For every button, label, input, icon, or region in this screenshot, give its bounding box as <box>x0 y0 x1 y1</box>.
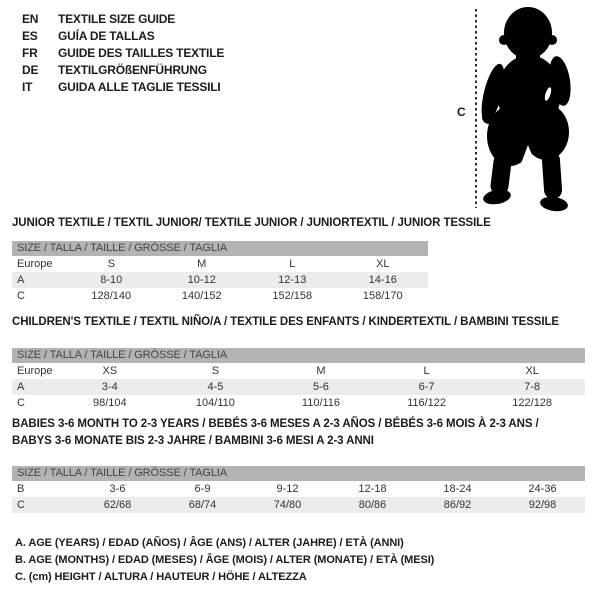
table-cell: M <box>316 365 326 377</box>
row-label: A <box>17 381 25 393</box>
table-cell: 4-5 <box>207 381 224 393</box>
table-cell: S <box>107 258 115 270</box>
table-cell: 18-24 <box>443 483 472 495</box>
size-header-bar: SIZE / TALLA / TAILLE / GRÖSSE / TAGLIA <box>12 348 585 363</box>
row-label: C <box>17 290 25 302</box>
legend-note: B. AGE (MONTHS) / EDAD (MESES) / ÂGE (MOIS) / ALTER (MONATE) / ETÀ (MESI) <box>15 554 435 566</box>
language-title-list <box>22 11 224 96</box>
size-table-section <box>12 416 585 513</box>
row-label: Europe <box>17 365 53 377</box>
row-label: B <box>17 483 25 495</box>
table-cell: L <box>423 365 430 377</box>
legend-note: A. AGE (YEARS) / EDAD (AÑOS) / ÂGE (ANS) / ALTER (JAHRE) / ETÀ (ANNI) <box>15 537 404 549</box>
language-title: GUIDA ALLE TAGLIE TESSILI <box>58 80 221 94</box>
table-cell: 12-13 <box>278 274 307 286</box>
baby-silhouette-icon <box>480 5 600 215</box>
row-label: C <box>17 397 25 409</box>
table-cell: 6-7 <box>418 381 435 393</box>
table-cell: 8-10 <box>100 274 123 286</box>
table-cell: 62/68 <box>103 499 132 511</box>
language-code: ES <box>22 29 38 43</box>
table-row <box>12 272 428 288</box>
legend-notes <box>15 535 434 586</box>
table-cell: 122/128 <box>512 397 553 409</box>
table-cell: S <box>211 365 220 377</box>
size-table-section <box>12 314 585 411</box>
table-cell: 9-12 <box>276 483 299 495</box>
table-cell: M <box>197 258 207 270</box>
baby-figure <box>452 5 600 213</box>
table-cell: 128/140 <box>91 290 132 302</box>
table-cell: 92/98 <box>528 499 557 511</box>
size-header-bar: SIZE / TALLA / TAILLE / GRÖSSE / TAGLIA <box>12 466 585 481</box>
table-cell: 110/116 <box>301 397 341 409</box>
table-cell: 86/92 <box>443 499 472 511</box>
table-cell: 104/110 <box>195 397 235 409</box>
legend-note: C. (cm) HEIGHT / ALTURA / HAUTEUR / HÖHE / ALTEZZA <box>15 571 307 583</box>
language-title: GUIDE DES TAILLES TEXTILE <box>58 46 225 60</box>
table-cell: 158/170 <box>362 290 403 302</box>
language-row <box>22 79 224 96</box>
size-table <box>12 241 428 304</box>
table-cell: 7-8 <box>524 381 541 393</box>
section-title: JUNIOR TEXTILE / TEXTIL JUNIOR/ TEXTILE JUNIOR / JUNIORTEXTIL / JUNIOR TESSILE <box>12 217 491 229</box>
table-cell: 12-18 <box>358 483 387 495</box>
table-cell: 98/104 <box>92 397 127 409</box>
table-cell: 3-6 <box>109 483 126 495</box>
section-title: CHILDREN'S TEXTILE / TEXTIL NIÑO/A / TEXTILE DES ENFANTS / KINDERTEXTIL / BAMBINI TESSILE <box>12 316 559 328</box>
table-row <box>12 363 585 379</box>
height-measure-dashed-line <box>475 9 477 208</box>
table-cell: XS <box>102 365 118 377</box>
row-label: A <box>17 274 25 286</box>
language-code: IT <box>22 80 33 94</box>
table-row <box>12 497 585 513</box>
size-header-bar: SIZE / TALLA / TAILLE / GRÖSSE / TAGLIA <box>12 241 428 256</box>
language-title: GUÍA DE TALLAS <box>58 29 155 43</box>
language-row <box>22 11 224 28</box>
table-cell: 14-16 <box>368 274 397 286</box>
language-row <box>22 45 224 62</box>
silhouette-body <box>480 7 574 166</box>
table-cell: XL <box>376 258 390 270</box>
table-cell: L <box>289 258 296 270</box>
size-table <box>12 348 585 411</box>
row-label: Europe <box>17 258 53 270</box>
table-cell: 74/80 <box>273 499 302 511</box>
language-code: EN <box>22 12 39 26</box>
table-cell: 5-6 <box>313 381 329 393</box>
language-code: DE <box>22 63 39 77</box>
table-cell: 6-9 <box>194 483 211 495</box>
height-measure-label: C <box>457 105 466 119</box>
table-cell: 10-12 <box>187 274 216 286</box>
section-title: BABYS 3-6 MONATE BIS 2-3 JAHRE / BAMBINI 3-6 MESI A 2-3 ANNI <box>12 435 374 447</box>
size-table <box>12 466 585 513</box>
section-title: BABIES 3-6 MONTH TO 2-3 YEARS / BEBÉS 3-6 MESES A 2-3 AÑOS / BÉBÉS 3-6 MOIS À 2-3 ANS / <box>12 418 539 430</box>
table-cell: 68/74 <box>188 499 217 511</box>
language-title: TEXTILE SIZE GUIDE <box>58 12 176 26</box>
table-row <box>12 481 585 497</box>
size-table-section <box>12 215 491 304</box>
table-cell: 80/86 <box>358 499 387 511</box>
language-row <box>22 62 224 79</box>
table-cell: 24-36 <box>528 483 557 495</box>
table-cell: 152/158 <box>272 290 313 302</box>
language-code: FR <box>22 46 38 60</box>
table-row <box>12 395 585 411</box>
language-title: TEXTILGRÖßENFÜHRUNG <box>58 63 207 77</box>
row-label: C <box>17 499 25 511</box>
table-row <box>12 288 428 304</box>
table-row <box>12 379 585 395</box>
table-cell: 3-4 <box>101 381 118 393</box>
table-cell: 140/152 <box>181 290 222 302</box>
table-cell: XL <box>525 365 539 377</box>
table-cell: 116/122 <box>407 397 447 409</box>
table-row <box>12 256 428 272</box>
language-row <box>22 28 224 45</box>
